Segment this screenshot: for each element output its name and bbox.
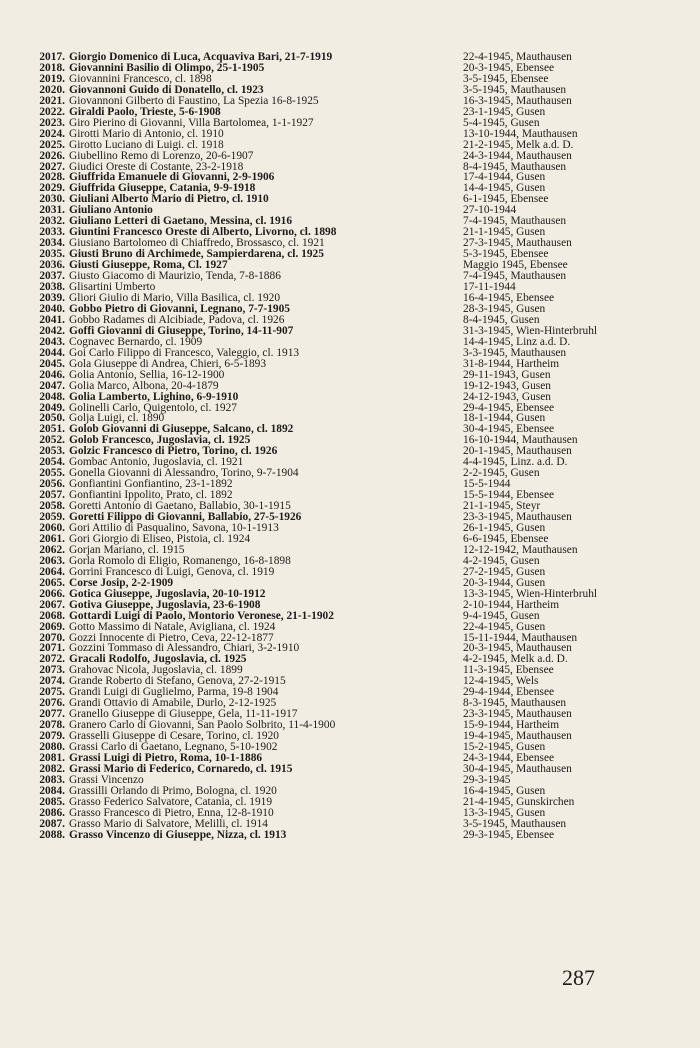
entry-date-place: 30-4-1945, Ebensee xyxy=(463,423,555,436)
entry-number: 2034. xyxy=(39,237,65,250)
entry-date-place: 6-1-1945, Ebensee xyxy=(463,193,549,206)
entry-name: Giusto Giacomo di Maurizio, Tenda, 7-8-1886 xyxy=(69,270,281,283)
entry-number: 2077. xyxy=(39,708,65,721)
entry-name: Goretti Filippo di Giovanni, Ballabio, 27-5-1926 xyxy=(69,511,302,524)
entry-number: 2067. xyxy=(39,598,65,611)
entry-date-place: 21-1-1945, Gusen xyxy=(463,226,546,239)
entry-name: Grassi Vincenzo xyxy=(69,773,144,786)
entry-name: Goi Carlo Filippo di Francesco, Valeggio, cl. 1913 xyxy=(69,346,300,359)
entry-date-place: 4-4-1945, Linz. a.d. D. xyxy=(463,456,568,469)
entry-name: Giuliano Letteri di Gaetano, Messina, cl. 1916 xyxy=(69,215,293,228)
entry-number: 2071. xyxy=(39,642,65,655)
entry-name: Grassi Luigi di Pietro, Roma, 10-1-1886 xyxy=(69,752,263,764)
list-item xyxy=(33,622,673,633)
entry-name: Giovannoni Guido di Donatello, cl. 1923 xyxy=(69,83,264,96)
entry-name: Giusti Bruno di Archimede, Sampierdarena, cl. 1925 xyxy=(69,248,324,261)
entry-name: Gottardi Luigi di Paolo, Montorio Veronese, 21-1-1902 xyxy=(69,609,334,622)
entry-number: 2019. xyxy=(39,72,65,85)
entry-number: 2044. xyxy=(39,346,65,359)
entry-name: Grasso Mario di Salvatore, Melilli, cl. 1914 xyxy=(69,817,268,830)
entry-number: 2084. xyxy=(39,784,65,797)
entry-name: Golob Francesco, Jugoslavia, cl. 1925 xyxy=(69,434,251,447)
entry-date-place: 29-4-1945, Ebensee xyxy=(463,401,555,414)
entry-name: Gozzi Innocente di Pietro, Ceva, 22-12-1877 xyxy=(69,631,274,644)
entry-number: 2050. xyxy=(39,412,65,425)
entry-date-place: 28-3-1945, Gusen xyxy=(463,302,546,315)
entry-name: Giorgio Domenico di Luca, Acquaviva Bari, 21-7-1919 xyxy=(69,51,333,63)
entry-name: Golja Luigi, cl. 1890 xyxy=(69,412,165,425)
entry-date-place: 23-1-1945, Gusen xyxy=(463,105,546,118)
entry-number: 2030. xyxy=(39,193,65,206)
entry-name: Grasso Francesco di Pietro, Enna, 12-8-1910 xyxy=(69,806,274,819)
entry-date-place: 21-4-1945, Gunskirchen xyxy=(463,795,575,808)
entry-number: 2064. xyxy=(39,565,65,578)
entry-date-place: 26-1-1945, Gusen xyxy=(463,521,546,534)
entry-number: 2073. xyxy=(39,664,65,677)
entry-name: Golia Marco, Albona, 20-4-1879 xyxy=(69,379,219,392)
entry-date-place: 5-3-1945, Ebensee xyxy=(463,248,549,261)
entry-number: 2038. xyxy=(39,281,65,294)
entry-name: Giusti Giuseppe, Roma, Cl. 1927 xyxy=(69,259,228,272)
entry-date-place: 31-3-1945, Wien-Hinterbruhl xyxy=(463,324,598,337)
entry-number: 2072. xyxy=(39,653,65,666)
entry-number: 2037. xyxy=(39,270,65,283)
entry-date-place: 24-12-1943, Gusen xyxy=(463,390,551,403)
entry-name: Grassilli Orlando di Primo, Bologna, cl. 1920 xyxy=(69,784,277,797)
entry-name: Grandi Luigi di Guglielmo, Parma, 19-8 1904 xyxy=(69,686,279,699)
entry-date-place: 21-1-1945, Steyr xyxy=(463,500,541,513)
entry-date-place: 20-1-1945, Mauthausen xyxy=(463,445,572,458)
entry-name: Grasso Vincenzo di Giuseppe, Nizza, cl. 1913 xyxy=(69,828,287,841)
entry-name: Girotto Luciano di Luigi. cl. 1918 xyxy=(69,138,224,151)
entry-number: 2053. xyxy=(39,445,65,458)
entry-name: Golzic Francesco di Pietro, Torino, cl. 1926 xyxy=(69,445,278,458)
list-item xyxy=(33,151,673,162)
entry-number: 2032. xyxy=(39,215,65,228)
entry-number: 2047. xyxy=(39,379,65,392)
entry-number: 2017. xyxy=(39,51,65,63)
entry-name: Gobbo Radames di Alcibiade, Padova, cl. 1926 xyxy=(69,313,285,326)
entry-name: Gori Attilio di Pasqualino, Savona, 10-1-1913 xyxy=(69,521,279,534)
entry-number: 2048. xyxy=(39,390,65,403)
entry-number: 2027. xyxy=(39,160,65,173)
entry-date-place: 22-4-1945, Gusen xyxy=(463,620,546,633)
entry-date-place: 4-2-1945, Melk a.d. D. xyxy=(463,653,568,666)
entry-name: Gorjan Mariano, cl. 1915 xyxy=(69,543,185,556)
entry-number: 2042. xyxy=(39,324,65,337)
entry-date-place: 15-2-1945, Gusen xyxy=(463,741,546,754)
entry-number: 2079. xyxy=(39,730,65,743)
entry-number: 2045. xyxy=(39,357,65,370)
entry-number: 2028. xyxy=(39,171,65,184)
entry-name: Giro Pierino di Giovanni, Villa Bartolomea, 1-1-1927 xyxy=(69,116,314,129)
entry-date-place: 15-5-1944, Ebensee xyxy=(463,489,555,502)
entry-date-place: 21-2-1945, Melk a.d. D. xyxy=(463,138,574,151)
entry-date-place: 15-9-1944, Hartheim xyxy=(463,719,560,732)
entry-date-place: Maggio 1945, Ebensee xyxy=(463,259,568,272)
entry-date-place: 30-4-1945, Mauthausen xyxy=(463,762,572,775)
entry-date-place: 18-1-1944, Gusen xyxy=(463,412,546,425)
list-item xyxy=(33,359,673,370)
list-item xyxy=(33,140,673,151)
entry-number: 2033. xyxy=(39,226,65,239)
list-item xyxy=(33,600,673,611)
entry-date-place: 16-3-1945, Mauthausen xyxy=(463,94,572,107)
entry-date-place: 12-12-1942, Mauthausen xyxy=(463,543,578,556)
entry-date-place: 2-10-1944, Hartheim xyxy=(463,598,560,611)
entry-number: 2076. xyxy=(39,697,65,710)
entry-name: Grasso Federico Salvatore, Catania, cl. 1919 xyxy=(69,795,273,808)
entry-number: 2023. xyxy=(39,116,65,129)
entry-number: 2081. xyxy=(39,752,65,764)
entry-date-place: 19-12-1943, Gusen xyxy=(463,379,551,392)
entry-number: 2080. xyxy=(39,741,65,754)
entry-name: Giovannoni Gilberto di Faustino, La Spezia 16-8-1925 xyxy=(69,94,319,107)
entry-name: Giovannini Basilio di Olimpo, 25-1-1905 xyxy=(69,61,265,74)
entry-name: Gonella Giovanni di Alessandro, Torino, 9-7-1904 xyxy=(69,467,299,480)
entry-name: Gonfiantini Gonfiantino, 23-1-1892 xyxy=(69,478,233,491)
entry-date-place: 29-4-1944, Ebensee xyxy=(463,686,555,699)
entry-date-place: 23-3-1945, Mauthausen xyxy=(463,511,572,524)
entry-date-place: 17-4-1944, Gusen xyxy=(463,171,546,184)
entry-date-place: 11-3-1945, Ebensee xyxy=(463,664,554,677)
entry-number: 2043. xyxy=(39,335,65,348)
entry-name: Grandi Ottavio di Amabile, Durlo, 2-12-1925 xyxy=(69,697,277,710)
entry-name: Goretti Antonio di Gaetano, Ballabio, 30-1-1915 xyxy=(69,500,291,513)
entry-number: 2065. xyxy=(39,576,65,589)
entry-date-place: 3-5-1945, Mauthausen xyxy=(463,817,567,830)
entry-number: 2086. xyxy=(39,806,65,819)
list-item xyxy=(33,589,673,600)
entry-number: 2041. xyxy=(39,313,65,326)
entry-name: Giuntini Francesco Oreste di Alberto, Livorno, cl. 1898 xyxy=(69,226,337,239)
entry-name: Gotica Giuseppe, Jugoslavia, 20-10-1912 xyxy=(69,587,266,600)
entry-date-place: 14-4-1945, Gusen xyxy=(463,182,546,195)
entry-name: Gotiva Giuseppe, Jugoslavia, 23-6-1908 xyxy=(69,598,261,611)
entry-date-place: 7-4-1945, Mauthausen xyxy=(463,270,567,283)
entry-name: Giudici Oreste di Costante, 23-2-1918 xyxy=(69,160,244,173)
entry-name: Gonfiantini Ippolito, Prato, cl. 1892 xyxy=(69,489,233,502)
entry-date-place: 29-11-1943, Gusen xyxy=(463,368,551,381)
entry-date-place: 19-4-1945, Mauthausen xyxy=(463,730,572,743)
entry-number: 2075. xyxy=(39,686,65,699)
entry-name: Gorrini Francesco di Luigi, Genova, cl. 1919 xyxy=(69,565,275,578)
entry-number: 2052. xyxy=(39,434,65,447)
entry-number: 2026. xyxy=(39,149,65,162)
entry-number: 2029. xyxy=(39,182,65,195)
list-item xyxy=(33,830,673,841)
entry-date-place: 16-4-1945, Gusen xyxy=(463,784,546,797)
entry-date-place: 3-5-1945, Ebensee xyxy=(463,72,549,85)
entry-date-place: 29-3-1945 xyxy=(463,773,511,786)
entry-date-place: 2-2-1945, Gusen xyxy=(463,467,540,480)
entry-name: Golia Lamberto, Lighino, 6-9-1910 xyxy=(69,390,239,403)
list-item xyxy=(33,381,673,392)
entry-name: Gracali Rodolfo, Jugoslavia, cl. 1925 xyxy=(69,653,247,666)
entry-number: 2059. xyxy=(39,511,65,524)
entry-number: 2051. xyxy=(39,423,65,436)
entry-date-place: 31-8-1944, Hartheim xyxy=(463,357,560,370)
entry-date-place: 16-10-1944, Mauthausen xyxy=(463,434,578,447)
entry-name: Giuffrida Emanuele di Giovanni, 2-9-1906 xyxy=(69,171,275,184)
entry-name: Golob Giovanni di Giuseppe, Salcano, cl. 1892 xyxy=(69,423,294,436)
entry-date-place: 22-4-1945, Mauthausen xyxy=(463,51,572,63)
entry-name: Grande Roberto di Stefano, Genova, 27-2-1915 xyxy=(69,675,286,688)
entry-date-place: 15-11-1944, Mauthausen xyxy=(463,631,578,644)
entry-date-place: 13-10-1944, Mauthausen xyxy=(463,127,578,140)
entry-name: Gori Giorgio di Eliseo, Pistoia, cl. 1924 xyxy=(69,532,251,545)
entry-number: 2055. xyxy=(39,467,65,480)
entry-date-place: 27-3-1945, Mauthausen xyxy=(463,237,572,250)
entry-number: 2031. xyxy=(39,204,65,217)
entry-name: Giusiano Bartolomeo di Chiaffredo, Brossasco, cl. 1921 xyxy=(69,237,325,250)
deportee-list xyxy=(33,52,673,841)
entry-number: 2069. xyxy=(39,620,65,633)
list-item xyxy=(33,129,673,140)
entry-name: Grassi Carlo di Gaetano, Legnano, 5-10-1902 xyxy=(69,741,278,754)
entry-name: Corse Josip, 2-2-1909 xyxy=(69,576,174,589)
entry-number: 2068. xyxy=(39,609,65,622)
entry-number: 2088. xyxy=(39,828,65,841)
entry-date-place: 27-10-1944 xyxy=(463,204,517,217)
entry-date-place: 9-4-1945, Gusen xyxy=(463,609,540,622)
entry-name: Giuliani Alberto Mario di Pietro, cl. 1910 xyxy=(69,193,269,206)
entry-date-place: 17-11-1944 xyxy=(463,281,516,294)
entry-date-place: 3-5-1945, Mauthausen xyxy=(463,83,567,96)
entry-date-place: 20-3-1945, Mauthausen xyxy=(463,642,572,655)
entry-number: 2085. xyxy=(39,795,65,808)
entry-number: 2049. xyxy=(39,401,65,414)
entry-name: Golinelli Carlo, Quigentolo, cl. 1927 xyxy=(69,401,237,414)
entry-name: Granello Giuseppe di Giuseppe, Gela, 11-11-1917 xyxy=(69,708,298,721)
entry-number: 2036. xyxy=(39,259,65,272)
entry-number: 2063. xyxy=(39,554,65,567)
entry-number: 2087. xyxy=(39,817,65,830)
entry-number: 2062. xyxy=(39,543,65,556)
entry-date-place: 27-2-1945, Gusen xyxy=(463,565,546,578)
entry-number: 2018. xyxy=(39,61,65,74)
entry-name: Granero Carlo di Giovanni, San Paolo Solbrito, 11-4-1900 xyxy=(69,719,336,732)
entry-number: 2020. xyxy=(39,83,65,96)
entry-date-place: 24-3-1944, Ebensee xyxy=(463,752,555,764)
entry-date-place: 23-3-1945, Mauthausen xyxy=(463,708,572,721)
entry-number: 2022. xyxy=(39,105,65,118)
entry-date-place: 8-4-1945, Gusen xyxy=(463,313,540,326)
entry-number: 2039. xyxy=(39,291,65,304)
page-number: 287 xyxy=(562,965,595,990)
entry-number: 2060. xyxy=(39,521,65,534)
entry-name: Glisartini Umberto xyxy=(69,281,156,294)
entry-number: 2025. xyxy=(39,138,65,151)
entry-date-place: 13-3-1945, Wien-Hinterbruhl xyxy=(463,587,598,600)
entry-number: 2058. xyxy=(39,500,65,513)
entry-name: Giraldi Paolo, Trieste, 5-6-1908 xyxy=(69,105,221,118)
entry-name: Gorla Romolo di Eligio, Romanengo, 16-8-1898 xyxy=(69,554,291,567)
entry-name: Goffi Giovanni di Giuseppe, Torino, 14-11-907 xyxy=(69,324,294,337)
entry-date-place: 24-3-1944, Mauthausen xyxy=(463,149,572,162)
list-item xyxy=(33,370,673,381)
entry-number: 2040. xyxy=(39,302,65,315)
entry-number: 2082. xyxy=(39,762,65,775)
entry-date-place: 20-3-1944, Gusen xyxy=(463,576,546,589)
entry-number: 2083. xyxy=(39,773,65,786)
entry-date-place: 5-4-1945, Gusen xyxy=(463,116,540,129)
entry-name: Gombac Antonio, Jugoslavia, cl. 1921 xyxy=(69,456,244,469)
entry-number: 2078. xyxy=(39,719,65,732)
entry-number: 2024. xyxy=(39,127,65,140)
list-item xyxy=(33,611,673,622)
entry-name: Giuliano Antonio xyxy=(69,204,153,217)
entry-name: Giubellino Remo di Lorenzo, 20-6-1907 xyxy=(69,149,254,162)
entry-name: Gozzini Tommaso di Alessandro, Chiari, 3-2-1910 xyxy=(69,642,300,655)
entry-name: Golia Antonio, Sellia, 16-12-1900 xyxy=(69,368,225,381)
entry-date-place: 7-4-1945, Mauthausen xyxy=(463,215,567,228)
entry-name: Gola Giuseppe di Andrea, Chieri, 6-5-1893 xyxy=(69,357,267,370)
entry-number: 2057. xyxy=(39,489,65,502)
entry-date-place: 14-4-1945, Linz a.d. D. xyxy=(463,335,571,348)
entry-date-place: 6-6-1945, Ebensee xyxy=(463,532,549,545)
entry-number: 2046. xyxy=(39,368,65,381)
entry-name: Girotti Mario di Antonio, cl. 1910 xyxy=(69,127,224,140)
entry-name: Grassi Mario di Federico, Cornaredo, cl. 1915 xyxy=(69,762,293,775)
entry-number: 2035. xyxy=(39,248,65,261)
entry-number: 2070. xyxy=(39,631,65,644)
entry-date-place: 15-5-1944 xyxy=(463,478,511,491)
list-item xyxy=(33,392,673,403)
entry-number: 2066. xyxy=(39,587,65,600)
entry-date-place: 4-2-1945, Gusen xyxy=(463,554,540,567)
entry-name: Grahovac Nicola, Jugoslavia, cl. 1899 xyxy=(69,664,243,677)
entry-date-place: 12-4-1945, Wels xyxy=(463,675,539,688)
entry-number: 2021. xyxy=(39,94,65,107)
entry-date-place: 8-4-1945, Mauthausen xyxy=(463,160,567,173)
entry-date-place: 3-3-1945, Mauthausen xyxy=(463,346,567,359)
entry-name: Cognavec Bernardo, cl. 1909 xyxy=(69,335,203,348)
entry-name: Gotto Massimo di Natale, Avigliana, cl. 1924 xyxy=(69,620,276,633)
entry-name: Giuffrida Giuseppe, Catania, 9-9-1918 xyxy=(69,182,256,195)
entry-number: 2074. xyxy=(39,675,65,688)
entry-name: Giovannini Francesco, cl. 1898 xyxy=(69,72,212,85)
entry-date-place: 13-3-1945, Gusen xyxy=(463,806,546,819)
entry-date-place: 20-3-1945, Ebensee xyxy=(463,61,555,74)
entry-name: Grasselli Giuseppe di Cesare, Torino, cl. 1920 xyxy=(69,730,279,743)
entry-name: Gobbo Pietro di Giovanni, Legnano, 7-7-1905 xyxy=(69,302,290,315)
entry-date-place: 16-4-1945, Ebensee xyxy=(463,291,555,304)
entry-number: 2054. xyxy=(39,456,65,469)
entry-number: 2061. xyxy=(39,532,65,545)
entry-date-place: 29-3-1945, Ebensee xyxy=(463,828,555,841)
entry-date-place: 8-3-1945, Mauthausen xyxy=(463,697,567,710)
entry-number: 2056. xyxy=(39,478,65,491)
entry-name: Gliori Giulio di Mario, Villa Basilica, cl. 1920 xyxy=(69,291,281,304)
